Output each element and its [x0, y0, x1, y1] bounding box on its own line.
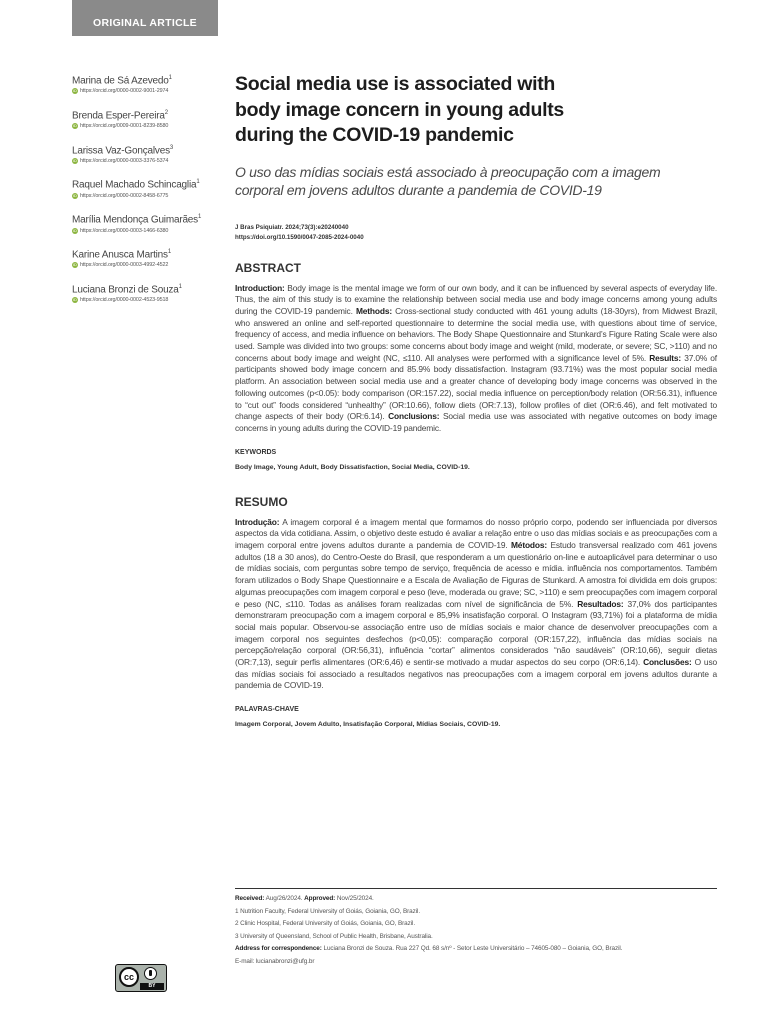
intro-text: A imagem corporal é a imagem mental que formamos do nosso próprio corpo, podendo ser influenciada por diversos aspectos da vida cotidiana. Assim, o objetivo deste estudo é avaliar a relação entre o uso das mídias sociais e as preocupações com a imagem corporal entre jovens adultos durante a pandemia de COVID-19.	[235, 516, 718, 551]
cc-by-license-badge[interactable]	[115, 964, 167, 992]
orcid-icon: iD	[73, 157, 77, 163]
email-line[interactable]: E-mail: lucianabronzi@ufg.br	[235, 957, 315, 965]
author-affiliation: 2	[164, 109, 168, 116]
results-text: 37,0% dos participantes demonstraram preocupação com a imagem corporal e 85,9% insatisfação corporal. O Instagram (93,71%) foi a plataforma de mídia social mais popular. Observou-se associação entre uso de mídias sociais e maior chance de desenvolver preocupações com a imagem corporal nos seguintes desfechos (p<0,05): comparação corporal (OR:157,22), influência das mídias sociais na percepção/relação corporal (OR:56,31), influência “cortar” alimentos considerados “não saudáveis” (OR:10,66), seguir dietas (OR:7,13), seguir perfis alimentares (OR:6,46) e sentir-se motivado a mudar aspectos do seu corpo (OR:6,14).	[235, 598, 717, 668]
intro-text: Body image is the mental image we form of our own body, and it can be influenced by several aspects of everyday life. Thus, the aim of this study is to examine the relationship between social media use and body image concerns among young adults during the COVID-19 pandemic.	[235, 282, 717, 316]
methods-label: Métodos:	[510, 540, 548, 551]
dates-line	[235, 893, 717, 906]
title-line: during the COVID-19 pandemic	[235, 124, 514, 146]
author-item	[72, 75, 222, 110]
results-label: Resultados:	[577, 598, 624, 609]
keywords-list: Body Image, Young Adult, Body Dissatisfaction, Social Media, COVID-19.	[235, 463, 470, 471]
intro-label: Introduction:	[235, 282, 285, 293]
orcid-icon: iD	[73, 192, 77, 198]
affiliation-line: 3 University of Queensland, School of Public Health, Brisbane, Australia.	[235, 932, 433, 940]
approved-label: Approved:	[304, 895, 336, 902]
conclusions-label: Conclusões:	[643, 657, 692, 668]
author-affiliation: 1	[197, 214, 202, 221]
orcid-link[interactable]: https://orcid.org/0000-0003-3376-5374	[80, 157, 169, 164]
author-item	[72, 110, 222, 145]
subtitle-line: O uso das mídias sociais está associado à preocupação com a imagem	[235, 163, 661, 180]
author-affiliation: 1	[178, 283, 182, 290]
results-text: 37.0% of participants showed body image concern and 85.9% body dissatisfaction. Instagram (93.71%) was the most popular social media platform. An association between social media use and a greater chance of developing body image concerns was observed in the following outcomes (p<0.05): body comparison (OR:157.22), social media influence on perception/body relation (OR:56.31), influence to “cut out” foods considered “unhealthy” (OR:10.66), follow diets (OR:7.13), follow profiles of diet (OR:6.46), and felt motivated to change aspects of their body (OR:6.14).	[235, 352, 717, 422]
author-name: Marina de Sá Azevedo	[72, 75, 169, 87]
title-line: body image concern in young adults	[235, 98, 564, 121]
subtitle-line: corporal em jovens adultos durante a pandemia de COVID-19	[235, 181, 602, 198]
abstract-body	[235, 283, 717, 435]
orcid-link[interactable]: https://orcid.org/0000-0003-1466-6380	[80, 227, 169, 234]
conclusions-label: Conclusions:	[388, 411, 440, 422]
author-item	[72, 145, 222, 180]
attribution-icon	[144, 967, 157, 980]
title-line: Social media use is associated with	[235, 73, 556, 95]
orcid-icon: iD	[73, 262, 77, 268]
resumo-heading: RESUMO	[235, 494, 288, 509]
author-item	[72, 249, 222, 284]
results-label: Results:	[649, 352, 682, 363]
palavras-chave-heading: PALAVRAS-CHAVE	[235, 706, 299, 714]
author-name: Brenda Esper-Pereira	[72, 110, 165, 122]
author-affiliation: 1	[167, 248, 171, 255]
orcid-icon: iD	[73, 123, 77, 129]
author-item	[72, 179, 222, 214]
doi-link[interactable]: https://doi.org/10.1590/0047-2085-2024-0040	[235, 233, 364, 241]
orcid-link[interactable]: https://orcid.org/0000-0003-4992-4522	[80, 262, 169, 269]
intro-label: Introdução:	[235, 516, 280, 527]
methods-text: Estudo transversal realizado com 461 jovens adultos (18 a 30 anos), do Centro-Oeste do Brasil, que responderam a um questionário on-line e autoaplicável para determinar o uso de mídias sociais, com perguntas sobre tempo de serviço, frequência de acesso e mídia. influência nos comportamentos. Também foram utilizados o Body Shape Questionnaire e a Escala de Avaliação de Figuras de Stunkard. A amostra foi dividida em dois grupos: algumas preocupações com imagem corporal e peso (leve, moderada ou grave; SC, >110) e sem preocupações com imagem corporal e peso (NC, ≤110. Todas as análises foram realizadas com nível de significância de 5%.	[235, 540, 717, 609]
author-affiliation: 3	[169, 144, 174, 151]
article-main	[235, 72, 717, 728]
affiliation-line: 2 Clinic Hospital, Federal University of Goiás, Goiania, GO, Brazil.	[235, 920, 416, 927]
author-item	[72, 284, 222, 319]
author-item	[72, 214, 222, 249]
affiliation-line: 1 Nutrition Faculty, Federal University of Goiás, Goiania, GO, Brazil.	[235, 907, 421, 915]
person-icon	[149, 970, 152, 976]
author-affiliation: 1	[196, 179, 200, 186]
author-list	[72, 75, 222, 319]
creative-commons-icon: cc	[119, 967, 139, 987]
resumo-body	[235, 517, 717, 693]
author-name: Larissa Vaz-Gonçalves	[72, 144, 170, 156]
orcid-link[interactable]: https://orcid.org/0000-0002-8458-6775	[80, 192, 169, 199]
correspondence-line	[235, 943, 717, 956]
citation	[235, 223, 717, 243]
received-date: Aug/26/2024.	[265, 895, 303, 902]
journal-reference: J Bras Psiquiatr. 2024;73(3):e20240040	[235, 223, 349, 231]
correspondence-label: Address for correspondence:	[235, 945, 322, 952]
palavras-chave-list: Imagem Corporal, Jovem Adulto, Insatisfação Corporal, Mídias Sociais, COVID-19.	[235, 721, 501, 729]
author-affiliation: 1	[168, 75, 172, 81]
correspondence-address: Luciana Bronzi de Souza. Rua 227 Qd. 68 s/nº - Setor Leste Universitário – 74605-080 – Goiania, GO, Brazil.	[323, 945, 623, 952]
by-label: BY	[148, 983, 156, 989]
abstract-heading: ABSTRACT	[235, 260, 301, 275]
article-title	[235, 72, 717, 149]
received-label: Received:	[235, 895, 265, 902]
orcid-icon: iD	[73, 88, 77, 94]
article-subtitle	[235, 163, 717, 199]
orcid-icon: iD	[73, 227, 77, 233]
orcid-link[interactable]: https://orcid.org/0009-0001-8239-8580	[80, 123, 169, 130]
conclusions-text: O uso das mídias sociais foi associado a resultados negativos nas preocupações com a imagem corporal em jovens adultos durante a pandemia de COVID-19.	[235, 657, 717, 691]
orcid-link[interactable]: https://orcid.org/0000-0002-4523-9518	[80, 297, 169, 304]
orcid-icon: iD	[73, 297, 77, 303]
author-name: Marília Mendonça Guimarães	[72, 214, 198, 226]
keywords-heading: KEYWORDS	[235, 448, 277, 456]
conclusions-text: Social media use was associated with negative outcomes on body image concerns in young adults during the COVID-19 pandemic.	[235, 411, 718, 433]
methods-text: Cross-sectional study conducted with 461 young adults (18-30yrs), from Midwest Brazil, who answered an online and self-reported questionnaire to determine the social media use, with questions about time of service, frequency of access, and media influence on behaviors. The Body Shape Questionnaire and Stunkard’s Figure Rating Scale were also used. Sample was divided into two groups: some concerns about body image and weight (mild, moderate, or severe; SC, >110) and no concerns about body image and weight (NC, ≤110. All analyses were performed with a significance level of 5%.	[235, 305, 717, 363]
approved-date: Nov/25/2024.	[336, 895, 374, 902]
methods-label: Methods:	[355, 305, 392, 316]
orcid-link[interactable]: https://orcid.org/0000-0002-9001-2974	[80, 88, 169, 95]
article-footer	[235, 888, 717, 968]
author-name: Luciana Bronzi de Souza	[72, 284, 179, 296]
author-name: Karine Anusca Martins	[72, 249, 168, 261]
author-name: Raquel Machado Schincaglia	[72, 179, 197, 191]
article-type-badge: ORIGINAL ARTICLE	[72, 0, 218, 36]
